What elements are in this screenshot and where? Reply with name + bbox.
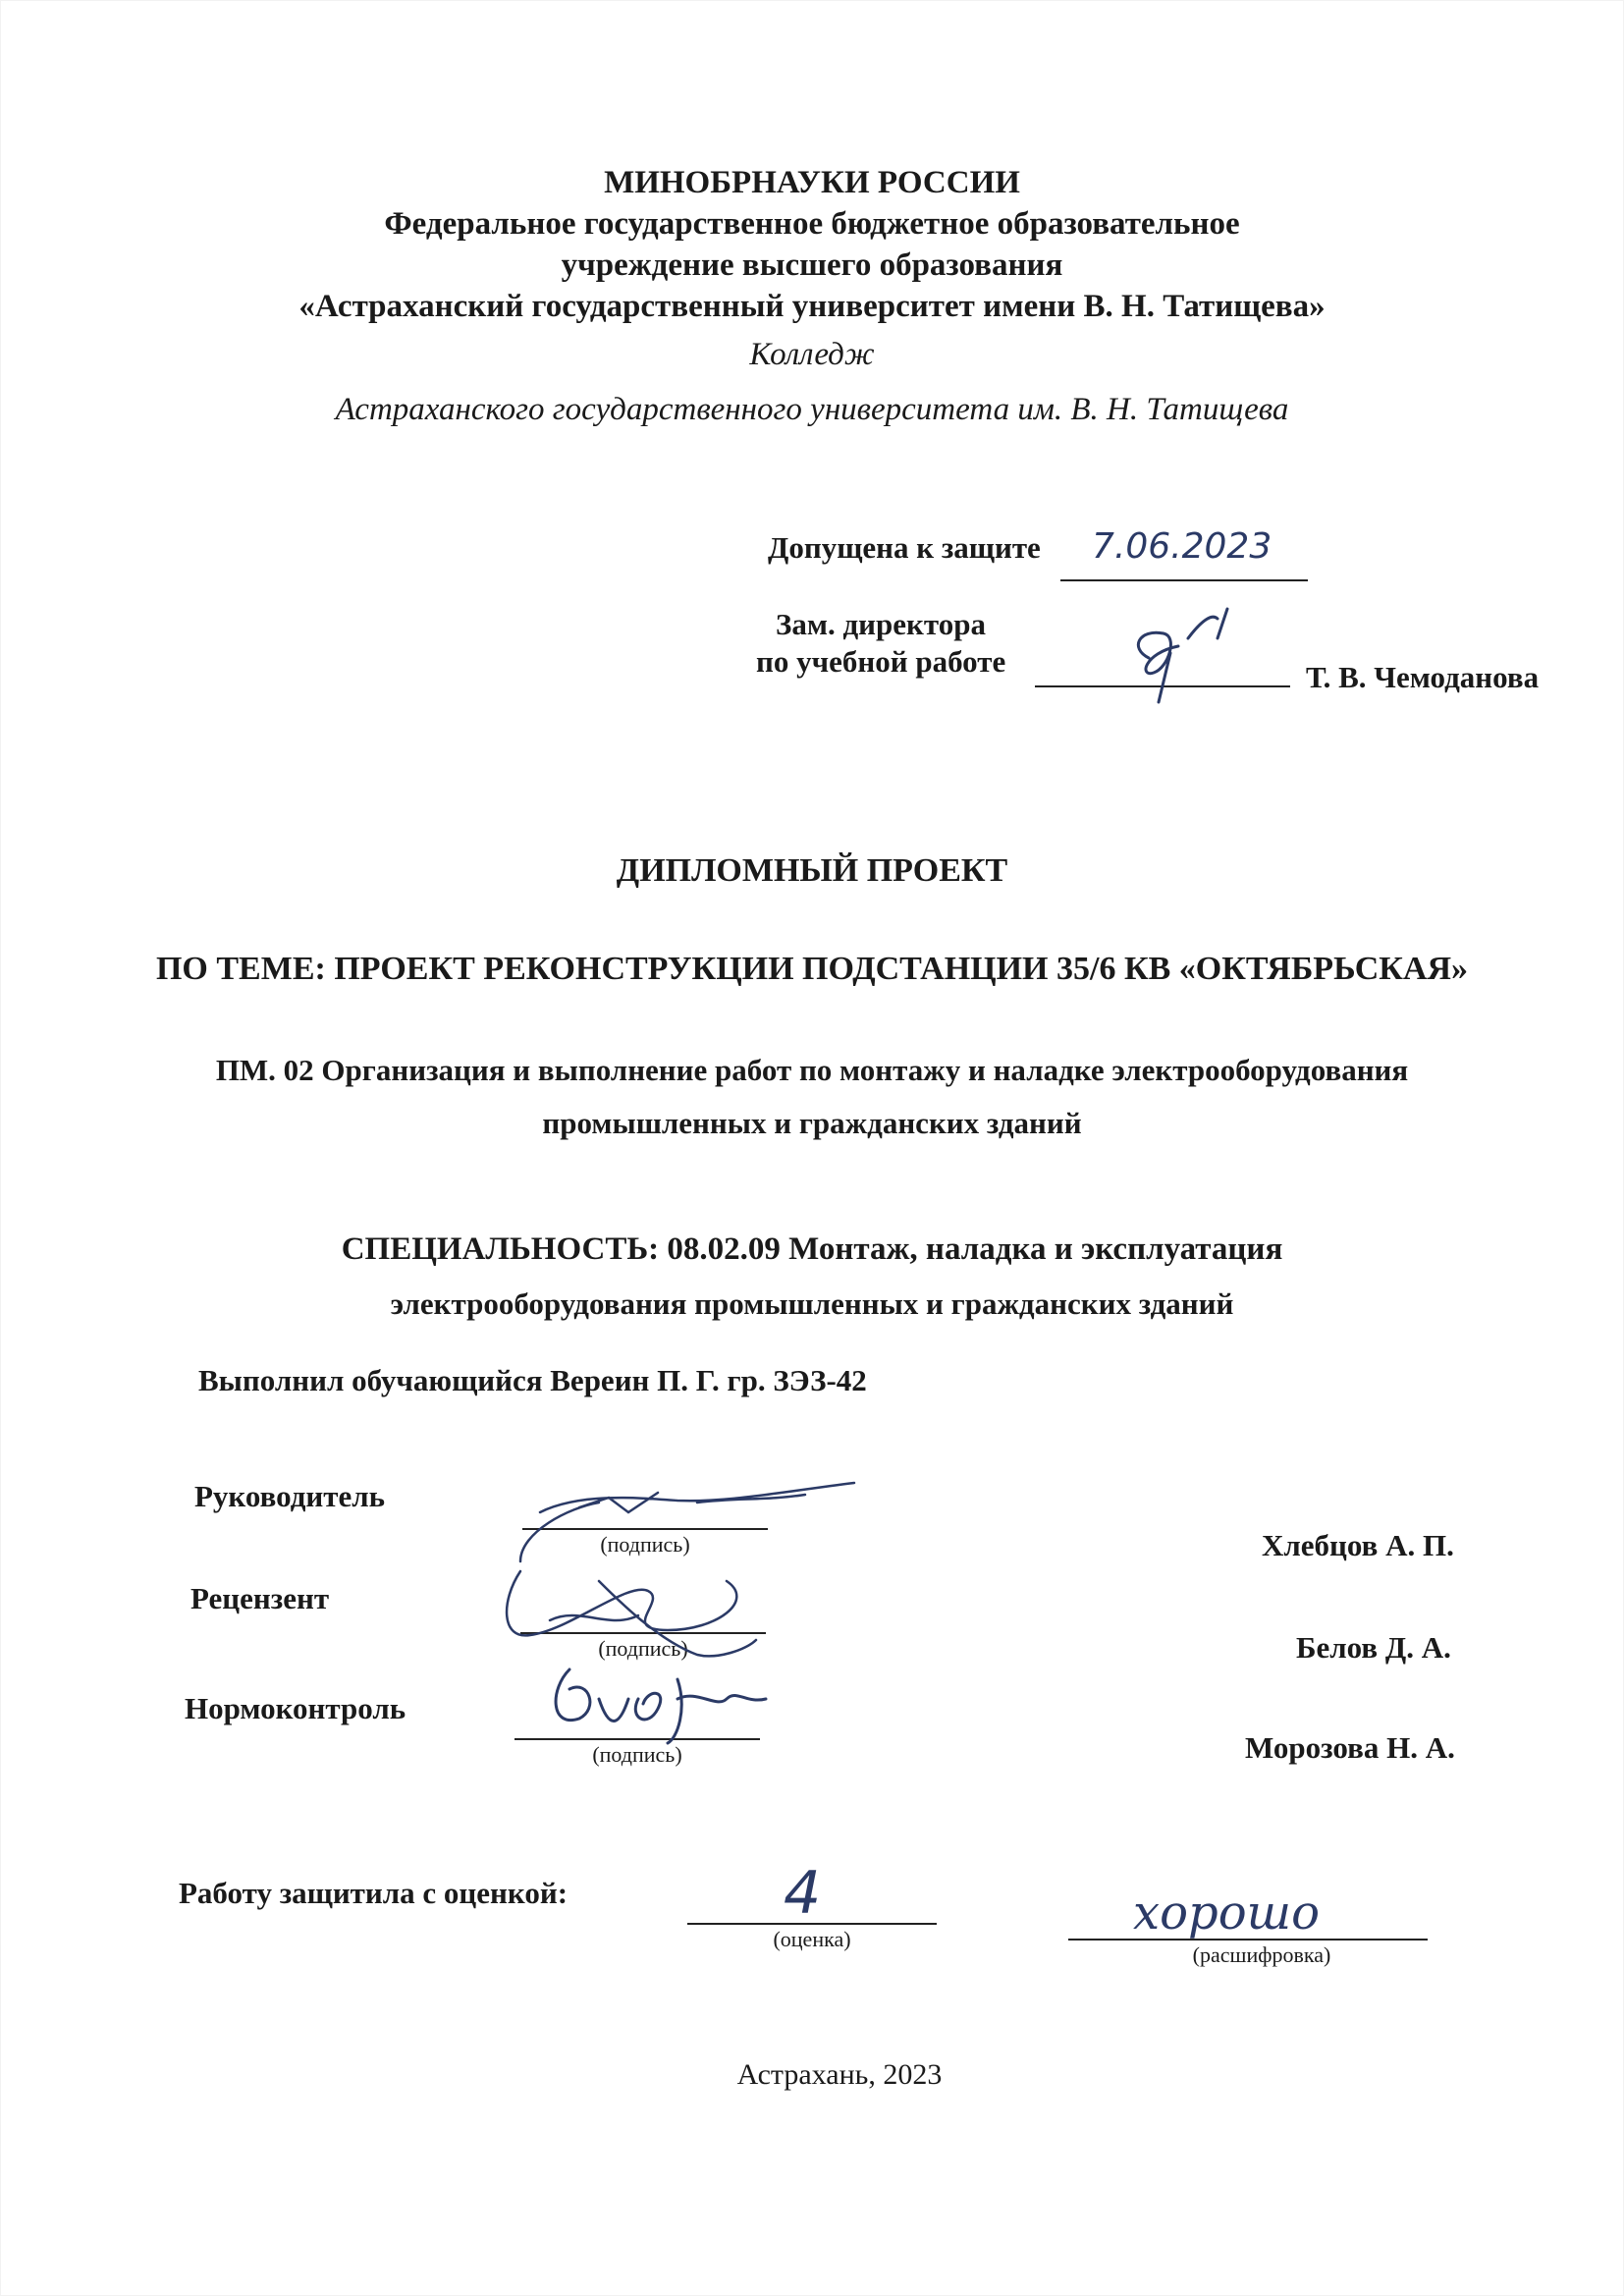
deputy-signature xyxy=(1110,599,1257,712)
deputy-label-line-2: по учебной работе xyxy=(756,644,1006,679)
grade-caption: (оценка) xyxy=(773,1927,851,1951)
institution-line-1: Федеральное государственное бюджетное образовательное xyxy=(384,206,1240,242)
signature-normcontrol xyxy=(530,1650,785,1753)
admitted-date-handwritten xyxy=(1092,520,1288,574)
project-topic: ПО ТЕМЕ: ПРОЕКТ РЕКОНСТРУКЦИИ ПОДСТАНЦИИ 35/6 КВ «ОКТЯБРЬСКАЯ» xyxy=(155,951,1469,987)
signatory-role-supervisor: Руководитель xyxy=(194,1479,386,1513)
institution-line-3: «Астраханский государственный университет имени В. Н. Татищева» xyxy=(298,289,1326,324)
signature-caption-normcontrol: (подпись) xyxy=(592,1742,682,1767)
signatory-role-reviewer: Рецензент xyxy=(190,1581,330,1615)
college-line-1: Колледж xyxy=(749,337,875,372)
deputy-label-line-1: Зам. директора xyxy=(776,607,986,641)
deputy-name: Т. В. Чемоданова xyxy=(1306,660,1540,694)
specialty-line-1: СПЕЦИАЛЬНОСТЬ: 08.02.09 Монтаж, наладка и эксплуатация xyxy=(341,1231,1283,1267)
grade-value-text: 4 xyxy=(784,1859,822,1928)
admitted-date-text: 7.06.2023 xyxy=(1092,526,1272,567)
module-line-1: ПМ. 02 Организация и выполнение работ по монтажу и наладке электрооборудования xyxy=(215,1053,1409,1087)
grade-word-text: хорошо xyxy=(1133,1886,1320,1941)
place-year: Астрахань, 2023 xyxy=(736,2058,943,2091)
grade-handwritten xyxy=(776,1856,854,1930)
signatory-name-reviewer: Белов Д. А. xyxy=(1296,1630,1451,1665)
grade-word-caption: (расшифровка) xyxy=(1192,1942,1331,1967)
module-line-2: промышленных и гражданских зданий xyxy=(542,1106,1082,1140)
document-type: ДИПЛОМНЫЙ ПРОЕКТ xyxy=(616,852,1008,889)
signature-caption-reviewer: (подпись) xyxy=(598,1636,688,1661)
admitted-date-line xyxy=(1060,579,1308,581)
author-line: Выполнил обучающийся Вереин П. Г. гр. ЗЭЗ-42 xyxy=(198,1363,867,1397)
grade-word-handwritten xyxy=(1129,1878,1384,1951)
admitted-label: Допущена к защите xyxy=(768,530,1041,565)
defense-label: Работу защитила с оценкой: xyxy=(179,1876,568,1910)
signature-caption-supervisor: (подпись) xyxy=(600,1532,690,1557)
ministry-line: МИНОБРНАУКИ РОССИИ xyxy=(604,165,1020,200)
specialty-line-2: электрооборудования промышленных и гражданских зданий xyxy=(390,1286,1234,1321)
institution-line-2: учреждение высшего образования xyxy=(561,247,1063,283)
signatory-name-supervisor: Хлебцов А. П. xyxy=(1262,1528,1454,1562)
signatory-role-normcontrol: Нормоконтроль xyxy=(185,1691,406,1725)
college-line-2: Астраханского государственного университета им. В. Н. Татищева xyxy=(335,392,1289,427)
signatory-name-normcontrol: Морозова Н. А. xyxy=(1245,1730,1455,1765)
